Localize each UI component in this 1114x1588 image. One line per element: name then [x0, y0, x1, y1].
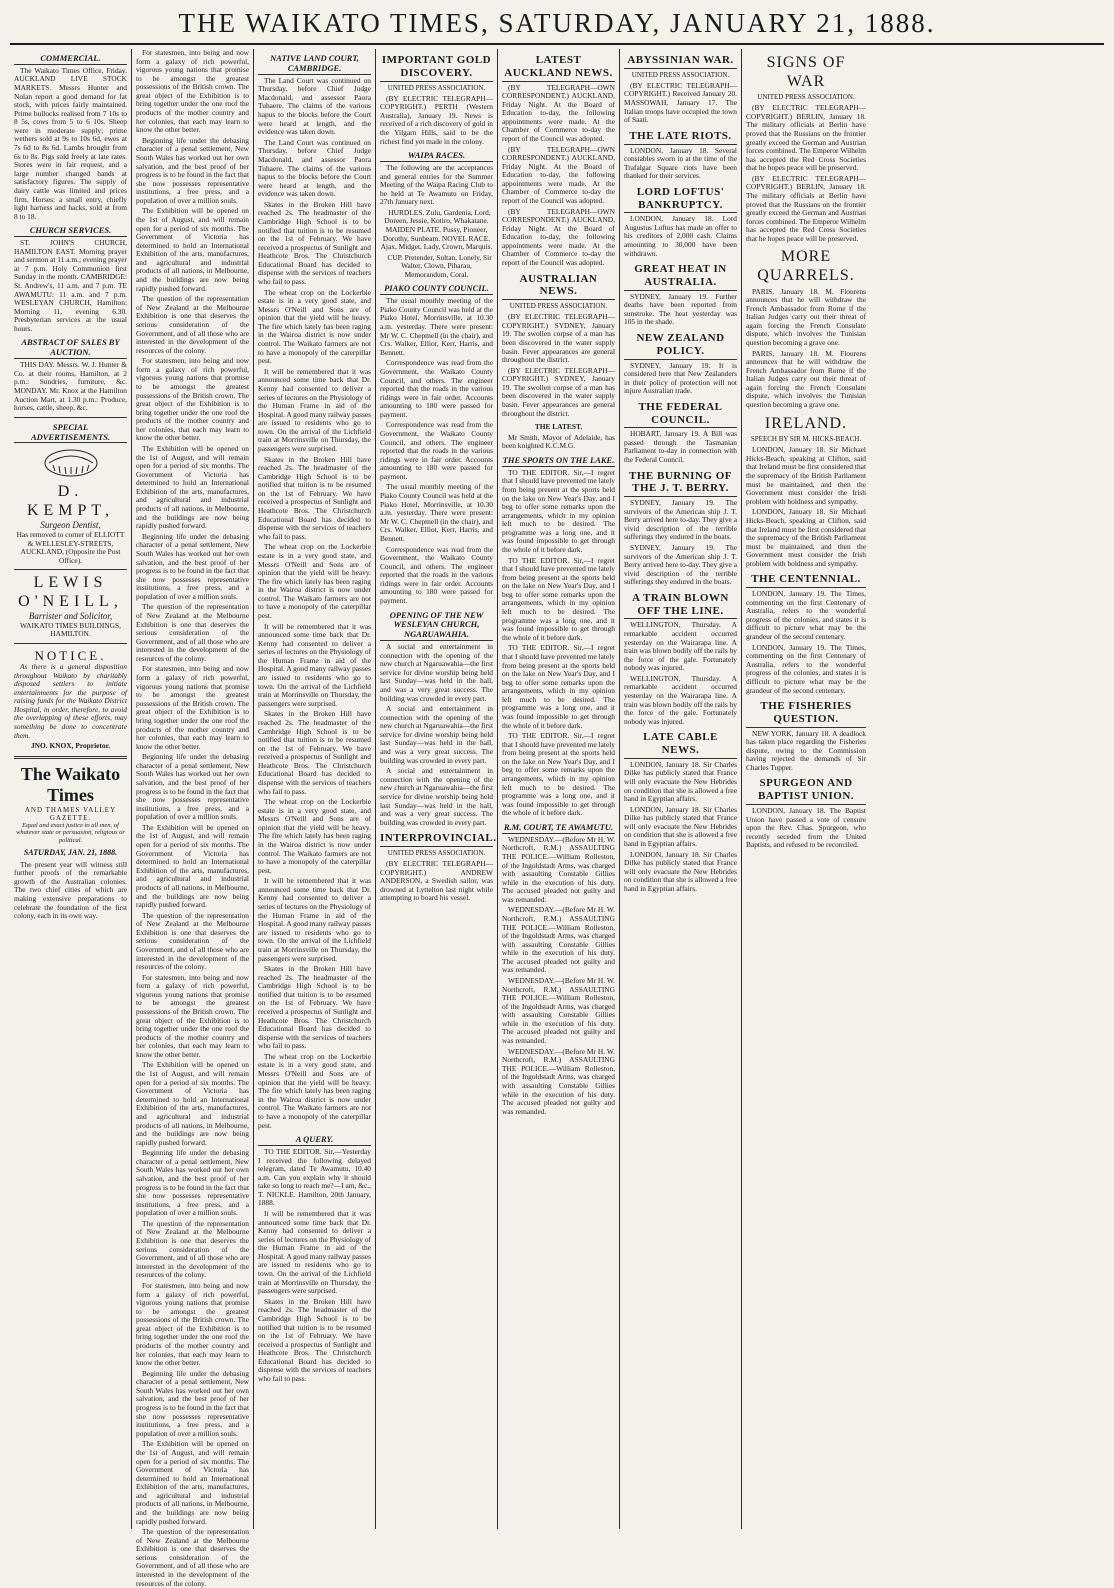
- article-text: The Exhibition will be opened on the 1st of August, and will remain open for a period of six months. The Government of Victoria has determined to hold an International Exhibition of the arts, manufactures, and agricultural and industrial products of all nations, in Melbourne, and the buildings are now being rapidly pushed forward.: [136, 206, 249, 293]
- opening-text: A social and entertainment in connection with the opening of the new church at Ngaruawahia—the first service for divine worship being held last Sunday—was held in the hall, and was a very great success. The building was crowded in every part.: [380, 704, 493, 765]
- court-text: WEDNESDAY.—(Before Mr H. W. Northcroft, R.M.) ASSAULTING THE POLICE.—William Rolleston, of the Ingoldstadt Arms, was charged with assaulting Constable Gillies while in the execution of his duty. The accused pleaded not guilty and was remanded.: [502, 834, 615, 904]
- heading-the-latest: THE LATEST.: [534, 422, 583, 432]
- nzpolicy-text: SYDNEY, January 19. It is considered here that New Zealanders in their policy of protection will not injure Australian trade.: [624, 360, 737, 396]
- federal-text: HOBART, January 19. A Bill was passed through the Tasmanian Parliament to-day in connection with the Federal Council.: [624, 429, 737, 465]
- agency-line: UNITED PRESS ASSOCIATION.: [509, 302, 608, 311]
- divider: [14, 756, 127, 759]
- piako-text: Correspondence was read from the Government, the Waikato County Council, and others. The engineer reported that the roads in the various ridings were in fair order. Accounts amounting to 180 were passed for payment.: [380, 544, 493, 605]
- heat-text: SYDNEY, January 19. Further deaths have been reported from sunstroke. The heat yesterday was 105 in the shade.: [624, 291, 737, 327]
- ireland-text: LONDON, January 18. Sir Michael Hicks-Beach, speaking at Clifton, said that Ireland must be first considered that the supremacy of the British Parliament must be maintained, and then the Government must consider the Irish problem with boldness and sympathy.: [746, 507, 866, 568]
- solicitor-name: LEWIS O'NEILL,: [18, 574, 123, 610]
- article-text: Beginning life under the debasing character of a penal settlement, New South Wales has worked out her own salvation, and the best proof of her progress is to be found in the fact that she now possesses representative institutions, a free press, and a population of over a million souls.: [136, 1368, 249, 1438]
- article-text: The question of the representation of New Zealand at the Melbourne Exhibition is one that deserves the serious consideration of the Government, and of all those who are interested in the development of the resources of the colony.: [136, 1527, 249, 1588]
- column-1: [10, 49, 132, 1529]
- agency-line: UNITED PRESS ASSOCIATION.: [387, 849, 486, 858]
- column-6: [620, 49, 742, 1529]
- dentist-ad: [14, 483, 127, 565]
- article-text: Beginning life under the debasing character of a penal settlement, New South Wales has worked out her own salvation, and the best proof of her progress is to be found in the fact that she now possesses representative institutions, a free press, and a population of over a million souls.: [136, 752, 249, 822]
- heading-ireland: IRELAND.: [764, 414, 848, 432]
- fisheries-text: NEW YORK, January 18. A deadlock has taken place regarding the Fisheries dispute, owing to the Commission having rejected the demands of Sir Charles Tupper.: [746, 728, 866, 772]
- heading-fisheries: THE FISHERIES QUESTION.: [746, 700, 866, 728]
- heading-signs-of-war: SIGNS OF WAR: [766, 54, 846, 90]
- article-text: The Exhibition will be opened on the 1st of August, and will remain open for a period of six months. The Government of Victoria has determined to hold an International Exhibition of the arts, manufactures, and agricultural and industrial products of all nations, in Melbourne, and the buildings are now being rapidly pushed forward.: [136, 1439, 249, 1526]
- commercial-text: The Waikato Times Office, Friday. AUCKLAND LIVE STOCK MARKETS. Messrs Hunter and Nolan report a good demand for fat stock, with prices fairly maintained. Prime bullocks realised from 7 10s to 8 5s, cows from 5 to 6 10s. Sheep were in moderate supply; prime wethers sold at 9s to 10s 6d, ewes at 7s 6d to 8s 6d. Lambs brought from 6s to 8s. Pigs sold freely at late rates. Stores were in fair request, and a large number changed hands at satisfactory figures. The supply of dairy cattle was limited and prices firm. Horses: a small entry, chiefly light harness and hacks, sold at from 8 to 18.: [14, 65, 127, 221]
- heading-spurgeon: SPURGEON AND BAPTIST UNION.: [746, 777, 866, 805]
- leader-text: The present year will witness still further proofs of the remarkable growth of the Australian colonies. The two chief cities of which are making extensive preparations to celebrate the foundation of the first colony, each in its own way.: [14, 859, 127, 921]
- heading-latest-auckland: LATEST AUCKLAND NEWS.: [502, 54, 615, 82]
- column-3: [254, 49, 376, 1529]
- news-items: The wheat crop on the Lockerbie estate is in a very good state, and Messrs O'Neill and Sons are of opinion that the yield will be heavy. The fire which lately has been raging in the Wairoa district is now under control. The Waikato farmers are not to have a monopoly of the caterpillar pest.: [258, 287, 371, 366]
- article-text: Beginning life under the debasing character of a penal settlement, New South Wales has worked out her own salvation, and the best proof of her progress is to be found in the fact that she now possesses representative institutions, a free press, and a population of over a million souls.: [136, 135, 249, 205]
- latest-text: (BY TELEGRAPH—OWN CORRESPONDENT.) AUCKLAND, Friday Night. At the Board of Education to-day, the following appointments were made. At the Chamber of Commerce to-day the report of the Council was adopted.: [502, 206, 615, 268]
- news-items: The wheat crop on the Lockerbie estate is in a very good state, and Messrs O'Neill and Sons are of opinion that the yield will be heavy. The fire which lately has been raging in the Wairoa district is now under control. The Waikato farmers are not to have a monopoly of the caterpillar pest.: [258, 1051, 371, 1130]
- heading-interprovincial: INTERPROVINCIAL.: [380, 832, 493, 847]
- news-items: It will be remembered that it was announced some time back that Dr. Kenny had consented to deliver a series of lectures on the Physiology of the Human Frame in aid of the Hospital. A good many railway passes are issued to residents who go to town. On the arrival of the Lichfield train at Morrinsville on Thursday, the passengers were surprised.: [258, 1209, 371, 1296]
- sports-text: TO THE EDITOR. Sir,—I regret that I should have prevented me lately from being present at the sports held on the lake on New Year's Day, and I beg to offer some remarks upon the arrangements, which in my opinion left much to be desired. The programme was a long one, and it was found impossible to get through the whole of it before dark.: [502, 555, 615, 642]
- heading-abyssinian-war: ABYSSINIAN WAR.: [624, 54, 737, 69]
- heading-special-ads: SPECIAL ADVERTISEMENTS.: [14, 423, 127, 444]
- heading-federal-council: THE FEDERAL COUNCIL.: [624, 401, 737, 429]
- latest-text: (BY TELEGRAPH—OWN CORRESPONDENT.) AUCKLAND, Friday Night. At the Board of Education to-day, the following appointments were made. At the Chamber of Commerce to-day the report of the Council was adopted.: [502, 144, 615, 206]
- heading-commercial: COMMERCIAL.: [14, 54, 127, 65]
- heading-gold-discovery: IMPORTANT GOLD DISCOVERY.: [380, 54, 493, 82]
- heading-centennial: THE CENTENNIAL.: [746, 573, 866, 588]
- notice-ad: [14, 648, 127, 751]
- agency-line: UNITED PRESS ASSOCIATION.: [631, 70, 730, 79]
- spurgeon-text: LONDON, January 18. The Baptist Union have passed a vote of censure upon the Rev. Chas. Spurgeon, who recently seceded from the United Baptists, and refused to be reconciled.: [746, 805, 866, 850]
- sports-text: TO THE EDITOR. Sir,—I regret that I should have prevented me lately from being present at the sports held on the lake on New Year's Day, and I beg to offer some remarks upon the arrangements, which in my opinion left much to be desired. The programme was a long one, and it was found impossible to get through the whole of it before dark.: [502, 467, 615, 554]
- paper-subtitle: AND THAMES VALLEY GAZETTE.: [24, 805, 117, 822]
- article-text: For statesmen, into being and now form a galaxy of rich powerful, vigorous young nations that promise to be amongst the greatest possessions of the British crown. The great object of the Exhibition is to bring together under the one roof the products of the mother country and her colonies, that each may learn to know the other better.: [136, 48, 249, 135]
- divider: [14, 569, 127, 570]
- heading-abstract: ABSTRACT OF SALES BY AUCTION.: [14, 338, 127, 359]
- article-text: Beginning life under the debasing character of a penal settlement, New South Wales has worked out her own salvation, and the best proof of her progress is to be found in the fact that she now possesses representative institutions, a free press, and a population of over a million souls.: [136, 531, 249, 601]
- agency-line: UNITED PRESS ASSOCIATION.: [757, 93, 855, 102]
- news-items: Skates in the Broken Hill have reached 2s. The headmaster of the Cambridge High School is to be notified that tuition is to be resumed on the 1st of February. We have received a prospectus of Sunlight and Heathcote Bros. The Christchurch Educational Board has decided to dispense with the services of teachers who fail to pass.: [258, 199, 371, 287]
- piako-text: The usual monthly meeting of the Piako County Council was held at the Piako Hotel, Morrinsville, at 10.30 a.m. yesterday. There were present: Mr W. C. Chepmell (in the chair), and Crs. Walker, Elliot, Kerr, Harris, and Bennett.: [380, 296, 493, 357]
- news-items: The wheat crop on the Lockerbie estate is in a very good state, and Messrs O'Neill and Sons are of opinion that the yield will be heavy. The fire which lately has been raging in the Wairoa district is now under control. The Waikato farmers are not to have a monopoly of the caterpillar pest.: [258, 797, 371, 875]
- inter-text: (BY ELECTRIC TELEGRAPH—COPYRIGHT.) ANDREW ANDERSON, a Swedish sailor, was drowned at Lyttelton last night while attempting to board his vessel.: [380, 859, 493, 903]
- heading-train-blown: A TRAIN BLOWN OFF THE LINE.: [624, 592, 737, 620]
- court-text: WEDNESDAY.—(Before Mr H. W. Northcroft, R.M.) ASSAULTING THE POLICE.—William Rolleston, of the Ingoldstadt Arms, was charged with assaulting Constable Gillies while in the execution of his duty. The accused pleaded not guilty and was remanded.: [502, 905, 615, 975]
- date-line: SATURDAY, JAN. 21, 1888.: [23, 848, 118, 858]
- native-text: The Land Court was continued on Thursday, before Chief Judge Macdonald, and assessor Paora Tuhaere. The claims of the various hapus to the blocks before the Court were heard at length, and the evidence was taken down.: [258, 75, 371, 137]
- sports-text: TO THE EDITOR. Sir,—I regret that I should have prevented me lately from being present at the sports held on the lake on New Year's Day, and I beg to offer some remarks upon the arrangements, which in my opinion left much to be desired. The programme was a long one, and it was found impossible to get through the whole of it before dark.: [502, 643, 615, 730]
- article-text: For statesmen, into being and now form a galaxy of rich powerful, vigorous young nations that promise to be amongst the greatest possessions of the British crown. The great object of the Exhibition is to bring together under the one roof the products of the mother country and her colonies, that each may learn to know the other better.: [136, 1280, 249, 1368]
- waipa-text: The following are the acceptances and general entries for the Summer Meeting of the Waipa Racing Club to be held at Te Awamutu on Friday, 27th January next.: [380, 162, 493, 207]
- news-items: It will be remembered that it was announced some time back that Dr. Kenny had consented to deliver a series of lectures on the Physiology of the Human Frame in aid of the Hospital. A good many railway passes are issued to residents who go to town. On the arrival of the Lichfield train at Morrinsville on Thursday, the passengers were surprised.: [258, 366, 371, 453]
- burning-text: SYDNEY, January 19. The survivors of the American ship J. T. Berry arrived here to-day. They give a vivid description of the terrible sufferings they endured in the boats.: [624, 543, 737, 587]
- signs-text: (BY ELECTRIC TELEGRAPH—COPYRIGHT.) BERLIN, January 18. The military officials at Berlin have proved that the Russians on the frontier greatly exceed the German and Austrian forces combined. The Emperor Wilhelm has accepted the Red Cross Societies that he hopes peace will be preserved.: [746, 103, 866, 173]
- burning-text: SYDNEY, January 19. The survivors of the American ship J. T. Berry arrived here to-day. They give a vivid description of the terrible sufferings they endured in the boats.: [624, 498, 737, 542]
- centennial-text: LONDON, January 19. The Times, commenting on the first Centenary of Australia, refers to the wonderful progress of the colonies, and states it is difficult to picture what may be the grandeur of the second centenary.: [746, 589, 866, 642]
- notice-heading: NOTICE.: [34, 647, 107, 663]
- heading-great-heat: GREAT HEAT IN AUSTRALIA.: [624, 263, 737, 291]
- dentist-name: D. KEMPT,: [26, 483, 115, 519]
- quarrels-text: PARIS, January 18. M. Flourens announces that he will withdraw the French Ambassador from Rome if the Italian Judges carry out their threat of again forcing the French Consulate dispute, which involves the Tunisian question becoming a grave one.: [746, 348, 866, 410]
- quarrels-text: PARIS, January 18. M. Flourens announces that he will withdraw the French Ambassador from Rome if the Italian Judges carry out their threat of again forcing the French Consulate dispute, which involves the Tunisian question becoming a grave one.: [746, 286, 866, 348]
- piako-text: The usual monthly meeting of the Piako County Council was held at the Piako Hotel, Morrinsville, at 10.30 a.m. yesterday. There were present: Mr W. C. Chepmell (in the chair), and Crs. Walker, Elliot, Kerr, Harris, and Bennett.: [380, 482, 493, 543]
- notice-signature: JNO. KNOX, Proprietor.: [30, 741, 111, 751]
- paper-name: The Waikato Times: [20, 763, 121, 805]
- heading-native-land-court: NATIVE LAND COURT, CAMBRIDGE.: [258, 54, 371, 75]
- court-text: WEDNESDAY.—(Before Mr H. W. Northcroft, R.M.) ASSAULTING THE POLICE.—William Rolleston, of the Ingoldstadt Arms, was charged with assaulting Constable Gillies while in the execution of his duty. The accused pleaded not guilty and was remanded.: [502, 1046, 615, 1116]
- heading-nz-policy: NEW ZEALAND POLICY.: [624, 332, 737, 360]
- heading-query: A QUERY.: [258, 1135, 371, 1146]
- column-5: [498, 49, 620, 1529]
- column-2: [132, 48, 254, 1588]
- columns: [10, 48, 1104, 1588]
- article-text: The Exhibition will be opened on the 1st of August, and will remain open for a period of six months. The Government of Victoria has determined to hold an International Exhibition of the arts, manufactures, and agricultural and industrial products of all nations, in Melbourne, and the buildings are now being rapidly pushed forward.: [136, 444, 249, 531]
- piako-text: Correspondence was read from the Government, the Waikato County Council, and others. The engineer reported that the roads in the various ridings were in fair order. Accounts amounting to 180 were passed for payment.: [380, 420, 493, 481]
- riots-text: LONDON, January 18. Several constables sworn in at the time of the Trafalgar Square riots have been thanked for their services.: [624, 145, 737, 181]
- heading-piako-council: PIAKO COUNTY COUNCIL.: [380, 284, 493, 295]
- heading-late-riots: THE LATE RIOTS.: [624, 130, 737, 145]
- article-text: The question of the representation of New Zealand at the Melbourne Exhibition is one that deserves the serious consideration of the Government, and of all those who are interested in the development of the resources of the colony.: [136, 294, 249, 355]
- article-text: The Exhibition will be opened on the 1st of August, and will remain open for a period of six months. The Government of Victoria has determined to hold an International Exhibition of the arts, manufactures, and agricultural and industrial products of all nations, in Melbourne, and the buildings are now being rapidly pushed forward.: [136, 822, 249, 910]
- article-text: The question of the representation of New Zealand at the Melbourne Exhibition is one that deserves the serious consideration of the Government, and of all those who are interested in the development of the resources of the colony.: [136, 602, 249, 663]
- gold-text: (BY ELECTRIC TELEGRAPH—COPYRIGHT.) PERTH (Western Australia), January 19. News is received of a rich discovery of gold in the Yilgarn Hills, said to be the richest find yet made in the colony.: [380, 93, 493, 146]
- article-text: For statesmen, into being and now form a galaxy of rich powerful, vigorous young nations that promise to be amongst the greatest possessions of the British crown. The great object of the Exhibition is to bring together under the one roof the products of the mother country and her colonies, that each may learn to know the other better.: [136, 664, 249, 751]
- notice-text: As there is a general disposition throughout Waikato by charitably disposed settlers to initiate entertainments for the purpose of raising funds for the Waikato District Hospital, in order, therefore, to avoid the overlapping of these efforts, may something be done to concentrate them.: [14, 662, 127, 740]
- abstract-text: THIS DAY. Messrs. W. J. Hunter & Co. at their rooms, Hamilton, at 2 p.m.: Sundries, furniture, &c. MONDAY. Mr. Knox at the Hamilton Auction Mart, at 1.30 p.m.: Produce, horses, cattle, sheep, &c.: [14, 360, 127, 413]
- heading-australian-news: AUSTRALIAN NEWS.: [502, 273, 615, 301]
- article-text: The question of the representation of New Zealand at the Melbourne Exhibition is one that deserves the serious consideration of the Government, and of all those who are interested in the development of the resources of the colony.: [136, 910, 249, 972]
- news-items: Skates in the Broken Hill have reached 2s. The headmaster of the Cambridge High School is to be notified that tuition is to be resumed on the 1st of February. We have received a prospectus of Sunlight and Heathcote Bros. The Christchurch Educational Board has decided to dispense with the services of teachers who fail to pass.: [258, 709, 371, 796]
- heading-more-quarrels: MORE QUARRELS.: [757, 248, 855, 284]
- native-text: The Land Court was continued on Thursday, before Chief Judge Macdonald, and assessor Paora Tuhaere. The claims of the various hapus to the blocks before the Court were heard at length, and the evidence was taken down.: [258, 137, 371, 199]
- news-items: It will be remembered that it was announced some time back that Dr. Kenny had consented to deliver a series of lectures on the Physiology of the Human Frame in aid of the Hospital. A good many railway passes are issued to residents who go to town. On the arrival of the Lichfield train at Morrinsville on Thursday, the passengers were surprised.: [258, 621, 371, 708]
- heading-waipa-races: WAIPA RACES.: [380, 151, 493, 162]
- train-text: WELLINGTON, Thursday. A remarkable accident occurred yesterday on the Wairarapa line. A train was blown bodily off the rails by the force of the gale. Fortunately nobody was injured.: [624, 673, 737, 726]
- signs-text: (BY ELECTRIC TELEGRAPH—COPYRIGHT.) BERLIN, January 18. The military officials at Berlin have proved that the Russians on the frontier greatly exceed the German and Austrian forces combined. The Emperor Wilhelm has accepted the Red Cross Societies that he hopes peace will be preserved.: [746, 173, 866, 243]
- article-text: The Exhibition will be opened on the 1st of August, and will remain open for a period of six months. The Government of Victoria has determined to hold an International Exhibition of the arts, manufactures, and agricultural and industrial products of all nations, in Melbourne, and the buildings are now being rapidly pushed forward.: [136, 1060, 249, 1147]
- article-text: For statesmen, into being and now form a galaxy of rich powerful, vigorous young nations that promise to be amongst the greatest possessions of the British crown. The great object of the Exhibition is to bring together under the one roof the products of the mother country and her colonies, that each may learn to know the other better.: [136, 356, 249, 443]
- teeth-illustration-icon: [41, 445, 101, 479]
- heading-wesleyan-church: OPENING OF THE NEW WESLEYAN CHURCH, NGARUAWAHIA.: [380, 611, 493, 642]
- court-text: WEDNESDAY.—(Before Mr H. W. Northcroft, R.M.) ASSAULTING THE POLICE.—William Rolleston, of the Ingoldstadt Arms, was charged with assaulting Constable Gillies while in the execution of his duty. The accused pleaded not guilty and was remanded.: [502, 976, 615, 1046]
- race-entries: HURDLES. Zulu, Gardenia, Lord, Doreen, Jessie, Kotiro, Whakatane. MAIDEN PLATE. Pussy, Pioneer, Dorothy, Sunbeam. NOVEL RACE. Ajax, Midget, Lady, Crown, Marquis.: [380, 207, 493, 252]
- ireland-subheading: SPEECH BY SIR M. HICKS-BEACH.: [750, 435, 862, 444]
- opening-text: A social and entertainment in connection with the opening of the new church at Ngaruawahia—the first service for divine worship being held last Sunday—was held in the hall, and was a very great success. The building was crowded in every part.: [380, 766, 493, 827]
- heading-rm-court: R.M. COURT, TE AWAMUTU.: [503, 821, 614, 832]
- aus-text: (BY ELECTRIC TELEGRAPH—COPYRIGHT.) SYDNEY, January 19. The swollen corpse of a man has been discovered in the water supply basin. Fever appearances are general throughout the district.: [502, 312, 615, 365]
- divider: [14, 643, 127, 644]
- article-text: The question of the representation of New Zealand at the Melbourne Exhibition is one that deserves the serious consideration of the Government, and of all those who are interested in the development of the resources of the colony.: [136, 1218, 249, 1280]
- cup-entries: CUP. Pretender, Sultan, Lonely, Sir Walter, Clown, Piharau, Memorandum, Coral.: [387, 252, 492, 279]
- solicitor-address: WAIKATO TIMES BUILDINGS, HAMILTON.: [20, 620, 121, 639]
- solicitor-title: Barrister and Solicitor,: [28, 611, 113, 622]
- article-text: Beginning life under the debasing character of a penal settlement, New South Wales has worked out her own salvation, and the best proof of her progress is to be found in the fact that she now possesses representative institutions, a free press, and a population of over a million souls.: [136, 1148, 249, 1218]
- ireland-text: LONDON, January 18. Sir Michael Hicks-Beach, speaking at Clifton, said that Ireland must be first considered that the supremacy of the British Parliament must be maintained, and then the Government must consider the Irish problem with boldness and sympathy.: [746, 445, 866, 506]
- solicitor-ad: [14, 574, 127, 639]
- paper-motto: Equal and exact justice to all men, of whatever state or persuasion, religious or political.: [16, 821, 125, 844]
- loftus-text: LONDON, January 18. Lord Augustus Loftus has made an offer to his creditors of 2,000 cash. Claims amounting to 30,000 have been withdrawn.: [624, 214, 737, 258]
- opening-text: A social and entertainment in connection with the opening of the new church at Ngaruawahia—the first service for divine worship being held last Sunday—was held in the hall, and was a very great success. The building was crowded in every part.: [380, 642, 493, 703]
- piako-text: Correspondence was read from the Government, the Waikato County Council, and others. The engineer reported that the roads in the various ridings were in fair order. Accounts amounting to 180 were passed for payment.: [380, 358, 493, 419]
- aus-text: (BY ELECTRIC TELEGRAPH—COPYRIGHT.) SYDNEY, January 19. The swollen corpse of a man has been discovered in the water supply basin. Fever appearances are general throughout the district.: [502, 365, 615, 418]
- centennial-text: LONDON, January 19. The Times, commenting on the first Centenary of Australia, refers to the wonderful progress of the colonies, and states it is difficult to picture what may be the grandeur of the second centenary.: [746, 642, 866, 695]
- news-items: Skates in the Broken Hill have reached 2s. The headmaster of the Cambridge High School is to be notified that tuition is to be resumed on the 1st of February. We have received a prospectus of Sunlight and Heathcote Bros. The Christchurch Educational Board has decided to dispense with the services of teachers who fail to pass.: [258, 964, 371, 1051]
- column-4: [376, 49, 498, 1529]
- news-items: Skates in the Broken Hill have reached 2s. The headmaster of the Cambridge High School is to be notified that tuition is to be resumed on the 1st of February. We have received a prospectus of Sunlight and Heathcote Bros. The Christchurch Educational Board has decided to dispense with the services of teachers who fail to pass.: [258, 1296, 371, 1383]
- query-text: TO THE EDITOR. Sir,—Yesterday I received the following delayed telegram, dated Te Awamutu, 10.40 a.m. Can you explain why it should take so long to reach me?—I am, &c., T. NICKLE. Hamilton, 20th January, 1888.: [258, 1146, 371, 1208]
- heading-burning-jt-berry: THE BURNING OF THE J. T. BERRY.: [624, 470, 737, 498]
- column-7: [742, 49, 870, 1529]
- latest-text: (BY TELEGRAPH—OWN CORRESPONDENT.) AUCKLAND, Friday Night. At the Board of Education to-day, the following appointments were made. At the Chamber of Commerce to-day the report of the Council was adopted.: [502, 82, 615, 143]
- heading-sports-lake: THE SPORTS ON THE LAKE.: [502, 454, 615, 465]
- cable-text: LONDON, January 18. Sir Charles Dilke has publicly stated that France will only evacuate the New Hebrides on condition that she is allowed a free hand in Egyptian affairs.: [624, 759, 737, 804]
- dentist-title: Surgeon Dentist,: [40, 520, 101, 531]
- news-items: Skates in the Broken Hill have reached 2s. The headmaster of the Cambridge High School is to be notified that tuition is to be resumed on the 1st of February. We have received a prospectus of Sunlight and Heathcote Bros. The Christchurch Educational Board has decided to dispense with the services of teachers who fail to pass.: [258, 454, 371, 541]
- paper-masthead: [14, 764, 127, 845]
- news-items: The wheat crop on the Lockerbie estate is in a very good state, and Messrs O'Neill and Sons are of opinion that the yield will be heavy. The fire which lately has been raging in the Wairoa district is now under control. The Waikato farmers are not to have a monopoly of the caterpillar pest.: [258, 542, 371, 620]
- dentist-address: Has removed to corner of ELLIOTT & WELLESLEY-STREETS, AUCKLAND, (Opposite the Post Office).: [16, 529, 125, 565]
- latest2-text: Mr Smith, Mayor of Adelaide, has been knighted K.C.M.G.: [502, 432, 615, 451]
- agency-line: UNITED PRESS ASSOCIATION.: [387, 83, 486, 92]
- masthead: THE WAIKATO TIMES, SATURDAY, JANUARY 21, 1888.: [10, 8, 1104, 45]
- heading-lord-loftus: LORD LOFTUS' BANKRUPTCY.: [624, 186, 737, 214]
- divider: [14, 417, 127, 418]
- news-items: It will be remembered that it was announced some time back that Dr. Kenny had consented to deliver a series of lectures on the Physiology of the Human Frame in aid of the Hospital. A good many railway passes are issued to residents who go to town. On the arrival of the Lichfield train at Morrinsville on Thursday, the passengers were surprised.: [258, 876, 371, 963]
- heading-church-services: CHURCH SERVICES.: [14, 226, 127, 237]
- train-text: WELLINGTON, Thursday. A remarkable accident occurred yesterday on the Wairarapa line. A train was blown bodily off the rails by the force of the gale. Fortunately nobody was injured.: [624, 620, 737, 673]
- sports-text: TO THE EDITOR. Sir,—I regret that I should have prevented me lately from being present at the sports held on the lake on New Year's Day, and I beg to offer some remarks upon the arrangements, which in my opinion left much to be desired. The programme was a long one, and it was found impossible to get through the whole of it before dark.: [502, 731, 615, 818]
- cable-text: LONDON, January 18. Sir Charles Dilke has publicly stated that France will only evacuate the New Hebrides on condition that she is allowed a free hand in Egyptian affairs.: [624, 804, 737, 849]
- abyss-text: (BY ELECTRIC TELEGRAPH—COPYRIGHT.) Received January 20. MASSOWAH, January 17. The Italian troops have occupied the town of Saati.: [624, 80, 737, 125]
- church-text: ST. JOHN'S CHURCH, HAMILTON EAST. Morning prayer and sermon at 11 a.m.; evening prayer at 7 p.m. Holy Communion first Sunday in the month. CAMBRIDGE: St. Andrew's, 11 a.m. and 7 p.m. TE AWAMUTU: 11 a.m. and 7 p.m. WESLEYAN CHURCH, Hamilton: Morning 11, evening 6.30. Presbyterian services at the usual hours.: [14, 238, 128, 333]
- article-text: For statesmen, into being and now form a galaxy of rich powerful, vigorous young nations that promise to be amongst the greatest possessions of the British crown. The great object of the Exhibition is to bring together under the one roof the products of the mother country and her colonies, that each may learn to know the other better.: [136, 972, 249, 1059]
- cable-text: LONDON, January 18. Sir Charles Dilke has publicly stated that France will only evacuate the New Hebrides on condition that she is allowed a free hand in Egyptian affairs.: [624, 849, 737, 893]
- heading-late-cable: LATE CABLE NEWS.: [624, 731, 737, 759]
